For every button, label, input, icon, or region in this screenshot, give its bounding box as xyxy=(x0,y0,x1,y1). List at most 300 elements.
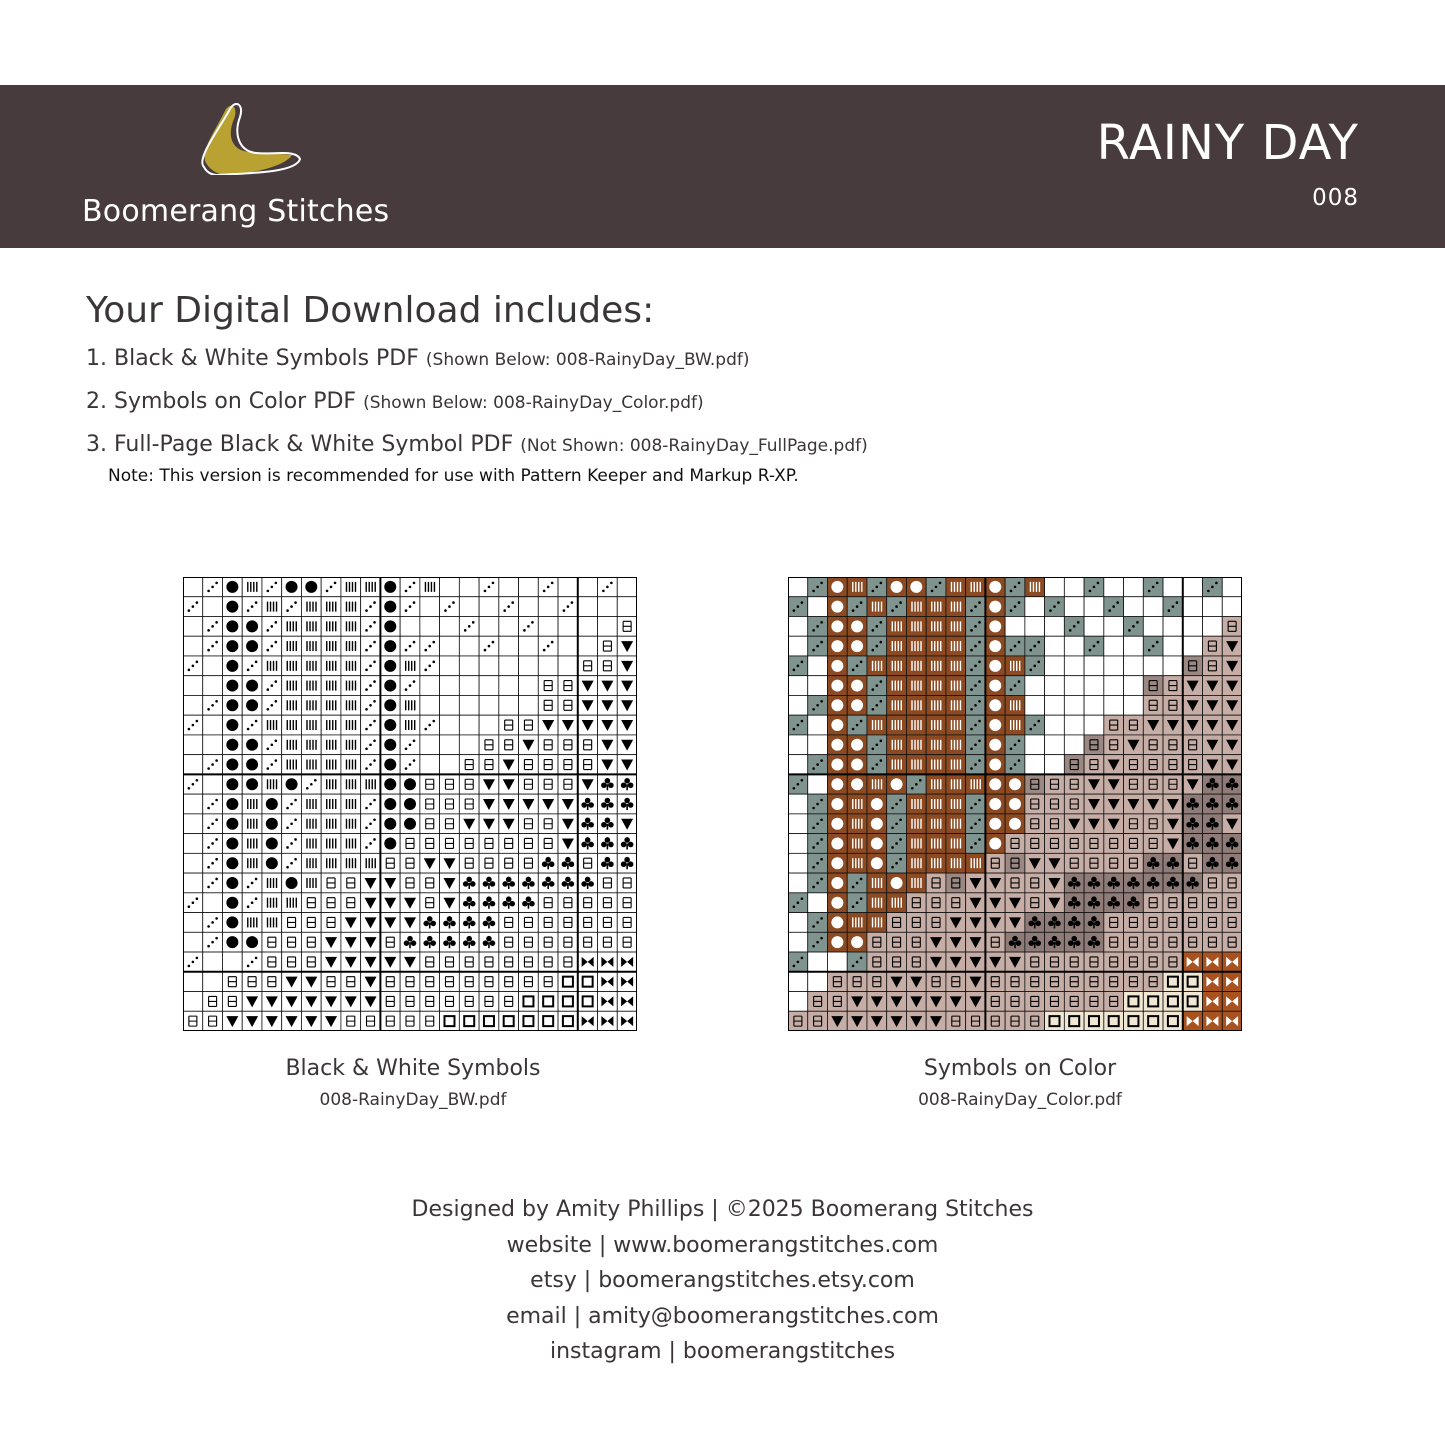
chart-cell-triangle xyxy=(499,814,519,834)
chart-cell-filled-circle xyxy=(222,873,242,893)
chart-cell-blank xyxy=(808,952,828,972)
chart-cell-dots xyxy=(867,577,887,597)
chart-cell-dots xyxy=(867,695,887,715)
chart-cell-blank xyxy=(788,676,808,696)
chart-cell-square xyxy=(479,1011,499,1031)
chart-cell-triangle xyxy=(361,913,381,933)
chart-cell-filled-circle xyxy=(380,814,400,834)
chart-cell-dots xyxy=(788,597,808,617)
chart-cell-filled-circle xyxy=(380,834,400,854)
chart-cell-triangle xyxy=(321,932,341,952)
chart-cell-ladder xyxy=(1045,834,1065,854)
chart-cell-bars xyxy=(867,715,887,735)
chart-cell-dots xyxy=(847,893,867,913)
chart-cell-club xyxy=(1045,932,1065,952)
chart-cell-ladder xyxy=(1183,656,1203,676)
chart-cell-ladder xyxy=(1203,893,1223,913)
chart-cell-blank xyxy=(1045,676,1065,696)
chart-cell-ladder xyxy=(1143,755,1163,775)
chart-cell-triangle xyxy=(440,873,460,893)
chart-cell-dots xyxy=(906,774,926,794)
chart-cell-triangle xyxy=(262,1011,282,1031)
chart-cell-dots xyxy=(400,597,420,617)
chart-cell-ladder xyxy=(1183,853,1203,873)
chart-cell-ladder xyxy=(1025,814,1045,834)
chart-cell-bowtie xyxy=(1183,1011,1203,1031)
chart-cell-ladder xyxy=(867,952,887,972)
chart-cell-bowtie xyxy=(617,952,637,972)
chart-cell-filled-circle xyxy=(847,932,867,952)
chart-cell-ladder xyxy=(598,893,618,913)
chart-cell-ladder xyxy=(321,873,341,893)
chart-cell-filled-circle xyxy=(242,676,262,696)
chart-cell-blank xyxy=(459,676,479,696)
chart-cell-filled-circle xyxy=(985,834,1005,854)
chart-cell-bars xyxy=(926,735,946,755)
chart-cell-club xyxy=(1104,873,1124,893)
chart-cell-club xyxy=(420,913,440,933)
chart-cell-ladder xyxy=(558,913,578,933)
chart-cell-ladder xyxy=(459,853,479,873)
chart-cell-triangle xyxy=(1203,755,1223,775)
chart-cell-dots xyxy=(808,616,828,636)
chart-cell-ladder xyxy=(420,834,440,854)
chart-cell-ladder xyxy=(598,913,618,933)
chart-cell-ladder xyxy=(479,972,499,992)
chart-cell-filled-circle xyxy=(887,873,907,893)
chart-cell-triangle xyxy=(1203,695,1223,715)
chart-cell-dots xyxy=(479,577,499,597)
chart-cell-ladder xyxy=(926,913,946,933)
chart-cell-bars xyxy=(361,577,381,597)
chart-cell-filled-circle xyxy=(380,577,400,597)
chart-cell-ladder xyxy=(1025,834,1045,854)
chart-cell-bars xyxy=(946,755,966,775)
chart-cell-blank xyxy=(1183,616,1203,636)
chart-cell-bowtie xyxy=(598,992,618,1012)
chart-cell-ladder xyxy=(558,676,578,696)
chart-cell-dots xyxy=(203,834,223,854)
chart-cell-blank xyxy=(183,932,203,952)
chart-cell-dots xyxy=(282,794,302,814)
chart-cell-triangle xyxy=(499,774,519,794)
chart-cell-triangle xyxy=(926,992,946,1012)
chart-cell-bars xyxy=(1005,695,1025,715)
chart-cell-square xyxy=(519,992,539,1012)
chart-cell-dots xyxy=(1104,597,1124,617)
chart-cell-bars xyxy=(400,715,420,735)
chart-cell-dots xyxy=(262,755,282,775)
chart-cell-square xyxy=(558,1011,578,1031)
chart-cell-triangle xyxy=(1143,715,1163,735)
chart-cell-bars xyxy=(301,834,321,854)
chart-cell-dots xyxy=(262,695,282,715)
chart-cell-club xyxy=(1064,873,1084,893)
chart-cell-club xyxy=(1124,873,1144,893)
chart-cell-club xyxy=(1084,873,1104,893)
chart-cell-blank xyxy=(499,656,519,676)
chart-cell-blank xyxy=(499,616,519,636)
chart-cell-ladder xyxy=(262,952,282,972)
chart-cell-ladder xyxy=(1143,695,1163,715)
chart-cell-dots xyxy=(847,656,867,676)
chart-cell-bars xyxy=(341,794,361,814)
chart-cell-filled-circle xyxy=(242,636,262,656)
chart-cell-bars xyxy=(887,676,907,696)
chart-cell-bars xyxy=(321,676,341,696)
chart-cell-blank xyxy=(598,616,618,636)
chart-cell-ladder xyxy=(380,932,400,952)
chart-cell-bars xyxy=(847,913,867,933)
chart-cell-triangle xyxy=(1005,893,1025,913)
chart-cell-blank xyxy=(1045,616,1065,636)
chart-cell-ladder xyxy=(598,873,618,893)
chart-cell-blank xyxy=(440,755,460,775)
chart-cell-blank xyxy=(1124,577,1144,597)
chart-cell-blank xyxy=(203,715,223,735)
header-banner xyxy=(0,85,1445,248)
chart-cell-filled-circle xyxy=(222,834,242,854)
chart-cell-ladder xyxy=(538,814,558,834)
chart-cell-bars xyxy=(946,695,966,715)
chart-cell-blank xyxy=(808,735,828,755)
chart-cell-triangle xyxy=(617,676,637,696)
chart-cell-ladder xyxy=(1064,774,1084,794)
chart-cell-ladder xyxy=(1203,873,1223,893)
chart-cell-ladder xyxy=(1045,972,1065,992)
chart-cell-ladder xyxy=(906,932,926,952)
chart-cell-filled-circle xyxy=(222,913,242,933)
chart-cell-filled-circle xyxy=(985,676,1005,696)
chart-cell-filled-circle xyxy=(827,873,847,893)
chart-cell-triangle xyxy=(400,913,420,933)
chart-cell-blank xyxy=(1104,577,1124,597)
chart-cell-triangle xyxy=(1104,774,1124,794)
chart-cell-dots xyxy=(242,873,262,893)
chart-cell-triangle xyxy=(867,992,887,1012)
chart-cell-bars xyxy=(361,774,381,794)
chart-cell-filled-circle xyxy=(222,774,242,794)
website-link[interactable]: website | www.boomerangstitches.com xyxy=(506,1232,939,1258)
chart-cell-triangle xyxy=(598,715,618,735)
chart-cell-blank xyxy=(183,695,203,715)
chart-cell-blank xyxy=(440,735,460,755)
chart-cell-filled-circle xyxy=(827,893,847,913)
chart-cell-ladder xyxy=(1124,913,1144,933)
chart-cell-ladder xyxy=(400,1011,420,1031)
chart-cell-filled-circle xyxy=(282,873,302,893)
etsy-link[interactable]: etsy | boomerangstitches.etsy.com xyxy=(530,1268,915,1293)
chart-cell-bars xyxy=(341,774,361,794)
chart-cell-dots xyxy=(887,853,907,873)
chart-cell-triangle xyxy=(1084,774,1104,794)
chart-cell-blank xyxy=(617,597,637,617)
chart-cell-dots xyxy=(1064,616,1084,636)
chart-cell-bars xyxy=(242,814,262,834)
chart-cell-bars xyxy=(400,656,420,676)
chart-cell-bars xyxy=(926,814,946,834)
chart-cell-ladder xyxy=(1163,932,1183,952)
chart-cell-blank xyxy=(1005,616,1025,636)
color-symbol-chart xyxy=(788,577,1242,1031)
chart-cell-club xyxy=(1124,893,1144,913)
chart-cell-filled-circle xyxy=(867,834,887,854)
chart-cell-dots xyxy=(262,636,282,656)
chart-cell-club xyxy=(598,814,618,834)
chart-cell-triangle xyxy=(479,794,499,814)
instagram-link[interactable]: instagram | boomerangstitches xyxy=(549,1339,896,1364)
include-item-bw xyxy=(86,346,750,371)
chart-cell-blank xyxy=(499,695,519,715)
chart-cell-bars xyxy=(321,814,341,834)
chart-cell-blank xyxy=(1104,695,1124,715)
chart-cell-ladder xyxy=(1005,873,1025,893)
chart-cell-dots xyxy=(887,597,907,617)
chart-cell-club xyxy=(459,873,479,893)
chart-cell-bars xyxy=(301,656,321,676)
chart-cell-blank xyxy=(203,893,223,913)
chart-cell-ladder xyxy=(1163,893,1183,913)
chart-cell-blank xyxy=(808,676,828,696)
chart-cell-ladder xyxy=(538,972,558,992)
chart-cell-triangle xyxy=(1183,774,1203,794)
chart-cell-ladder xyxy=(1222,616,1242,636)
chart-cell-ladder xyxy=(1163,755,1183,775)
chart-cell-triangle xyxy=(598,676,618,696)
chart-cell-triangle xyxy=(1222,735,1242,755)
chart-cell-ladder xyxy=(499,715,519,735)
chart-cell-bars xyxy=(867,913,887,933)
chart-cell-dots xyxy=(400,755,420,775)
chart-cell-filled-circle xyxy=(847,755,867,775)
chart-cell-blank xyxy=(558,636,578,656)
chart-cell-bowtie xyxy=(1203,972,1223,992)
chart-cell-ladder xyxy=(887,913,907,933)
include-item-note: (Shown Below: 008-RainyDay_Color.pdf) xyxy=(363,393,704,413)
chart-cell-triangle xyxy=(361,893,381,913)
chart-cell-ladder xyxy=(420,992,440,1012)
chart-cell-club xyxy=(1163,853,1183,873)
chart-cell-bowtie xyxy=(578,952,598,972)
chart-cell-blank xyxy=(808,972,828,992)
chart-cell-bars xyxy=(946,715,966,735)
chart-cell-ladder xyxy=(301,893,321,913)
email-link[interactable]: email | amity@boomerangstitches.com xyxy=(506,1303,939,1329)
chart-cell-blank xyxy=(183,755,203,775)
chart-cell-triangle xyxy=(906,1011,926,1031)
include-item-color xyxy=(86,389,704,414)
chart-cell-triangle xyxy=(538,715,558,735)
chart-cell-ladder xyxy=(183,1011,203,1031)
chart-cell-ladder xyxy=(1143,893,1163,913)
chart-cell-blank xyxy=(479,656,499,676)
chart-cell-blank xyxy=(499,577,519,597)
chart-cell-dots xyxy=(598,577,618,597)
chart-cell-blank xyxy=(519,597,539,617)
chart-cell-club xyxy=(1143,873,1163,893)
chart-cell-filled-circle xyxy=(827,616,847,636)
chart-cell-blank xyxy=(519,656,539,676)
chart-cell-triangle xyxy=(1222,814,1242,834)
chart-cell-filled-circle xyxy=(222,932,242,952)
chart-cell-ladder xyxy=(1203,913,1223,933)
chart-cell-dots xyxy=(1143,577,1163,597)
chart-cell-bars xyxy=(867,893,887,913)
chart-cell-triangle xyxy=(1183,695,1203,715)
chart-cell-bars xyxy=(301,853,321,873)
chart-cell-filled-circle xyxy=(222,853,242,873)
chart-cell-bars xyxy=(906,636,926,656)
chart-cell-triangle xyxy=(1084,814,1104,834)
chart-cell-bars xyxy=(926,853,946,873)
chart-cell-triangle xyxy=(1045,853,1065,873)
chart-cell-ladder xyxy=(1005,1011,1025,1031)
chart-cell-ladder xyxy=(538,755,558,775)
chart-cell-dots xyxy=(203,616,223,636)
chart-cell-ladder xyxy=(341,1011,361,1031)
chart-cell-dots xyxy=(808,853,828,873)
chart-cell-ladder xyxy=(538,735,558,755)
chart-cell-ladder xyxy=(420,794,440,814)
chart-cell-ladder xyxy=(1104,913,1124,933)
chart-cell-dots xyxy=(203,636,223,656)
chart-cell-triangle xyxy=(380,893,400,913)
chart-cell-filled-circle xyxy=(985,814,1005,834)
chart-cell-ladder xyxy=(578,893,598,913)
chart-cell-bars xyxy=(867,597,887,617)
chart-cell-dots xyxy=(966,794,986,814)
chart-cell-blank xyxy=(1104,676,1124,696)
chart-cell-filled-circle xyxy=(380,616,400,636)
chart-cell-triangle xyxy=(301,1011,321,1031)
chart-cell-ladder xyxy=(440,952,460,972)
chart-cell-bars xyxy=(341,656,361,676)
chart-cell-dots xyxy=(847,715,867,735)
chart-cell-club xyxy=(598,853,618,873)
chart-cell-ladder xyxy=(926,893,946,913)
chart-cell-ladder xyxy=(361,1011,381,1031)
chart-cell-dots xyxy=(400,577,420,597)
chart-cell-bars xyxy=(946,577,966,597)
chart-cell-dots xyxy=(1025,715,1045,735)
chart-cell-blank xyxy=(499,636,519,656)
chart-cell-blank xyxy=(203,952,223,972)
chart-cell-blank xyxy=(183,794,203,814)
chart-cell-ladder xyxy=(420,893,440,913)
chart-cell-filled-circle xyxy=(867,814,887,834)
chart-cell-club xyxy=(1025,932,1045,952)
chart-cell-blank xyxy=(440,695,460,715)
chart-cell-blank xyxy=(1124,695,1144,715)
chart-cell-blank xyxy=(1203,616,1223,636)
chart-cell-blank xyxy=(1045,656,1065,676)
chart-cell-filled-circle xyxy=(985,695,1005,715)
chart-cell-blank xyxy=(1045,636,1065,656)
chart-cell-dots xyxy=(966,834,986,854)
chart-cell-blank xyxy=(440,636,460,656)
chart-cell-ladder xyxy=(1084,992,1104,1012)
chart-cell-dots xyxy=(966,597,986,617)
chart-cell-square xyxy=(499,1011,519,1031)
chart-cell-ladder xyxy=(1124,952,1144,972)
chart-cell-bars xyxy=(242,834,262,854)
chart-cell-triangle xyxy=(479,814,499,834)
chart-cell-blank xyxy=(183,577,203,597)
chart-cell-ladder xyxy=(1203,656,1223,676)
chart-cell-club xyxy=(1183,873,1203,893)
chart-cell-bars xyxy=(321,853,341,873)
chart-cell-ladder xyxy=(578,656,598,676)
chart-cell-bars xyxy=(301,755,321,775)
chart-cell-club xyxy=(1084,932,1104,952)
chart-cell-bars xyxy=(301,873,321,893)
chart-cell-bars xyxy=(887,695,907,715)
chart-cell-blank xyxy=(558,616,578,636)
chart-cell-ladder xyxy=(1222,873,1242,893)
chart-cell-bars xyxy=(887,636,907,656)
chart-cell-ladder xyxy=(538,893,558,913)
chart-cell-bars xyxy=(906,676,926,696)
chart-cell-bars xyxy=(887,735,907,755)
chart-cell-filled-circle xyxy=(827,715,847,735)
chart-cell-blank xyxy=(1104,636,1124,656)
chart-cell-ladder xyxy=(1163,735,1183,755)
chart-cell-club xyxy=(1064,893,1084,913)
chart-cell-blank xyxy=(1045,577,1065,597)
chart-cell-dots xyxy=(361,656,381,676)
chart-cell-blank xyxy=(1045,735,1065,755)
chart-cell-ladder xyxy=(538,834,558,854)
chart-cell-ladder xyxy=(1025,873,1045,893)
chart-cell-blank xyxy=(459,695,479,715)
chart-cell-bars xyxy=(887,715,907,735)
chart-cell-bars xyxy=(341,577,361,597)
chart-cell-square xyxy=(1163,1011,1183,1031)
chart-cell-blank xyxy=(1025,597,1045,617)
chart-cell-club xyxy=(1203,794,1223,814)
chart-cell-bars xyxy=(906,814,926,834)
chart-cell-square xyxy=(1163,992,1183,1012)
chart-cell-triangle xyxy=(1104,814,1124,834)
chart-cell-ladder xyxy=(1124,715,1144,735)
chart-cell-club xyxy=(1143,853,1163,873)
chart-cell-filled-circle xyxy=(242,774,262,794)
chart-cell-bars xyxy=(301,616,321,636)
chart-cell-blank xyxy=(1143,616,1163,636)
chart-cell-blank xyxy=(183,853,203,873)
chart-cell-club xyxy=(617,853,637,873)
chart-cell-blank xyxy=(1064,695,1084,715)
chart-cell-blank xyxy=(222,952,242,972)
chart-cell-dots xyxy=(867,676,887,696)
chart-cell-triangle xyxy=(578,676,598,696)
chart-cell-dots xyxy=(538,636,558,656)
chart-cell-bars xyxy=(262,656,282,676)
chart-cell-ladder xyxy=(1143,834,1163,854)
chart-cell-ladder xyxy=(1025,992,1045,1012)
chart-cell-dots xyxy=(203,853,223,873)
chart-cell-blank xyxy=(808,893,828,913)
chart-cell-filled-circle xyxy=(827,834,847,854)
chart-cell-triangle xyxy=(867,1011,887,1031)
chart-cell-dots xyxy=(203,913,223,933)
chart-cell-filled-circle xyxy=(222,676,242,696)
chart-cell-filled-circle xyxy=(827,755,847,775)
chart-cell-triangle xyxy=(966,972,986,992)
chart-cell-bars xyxy=(420,577,440,597)
chart-cell-ladder xyxy=(1163,774,1183,794)
chart-cell-ladder xyxy=(1163,676,1183,696)
